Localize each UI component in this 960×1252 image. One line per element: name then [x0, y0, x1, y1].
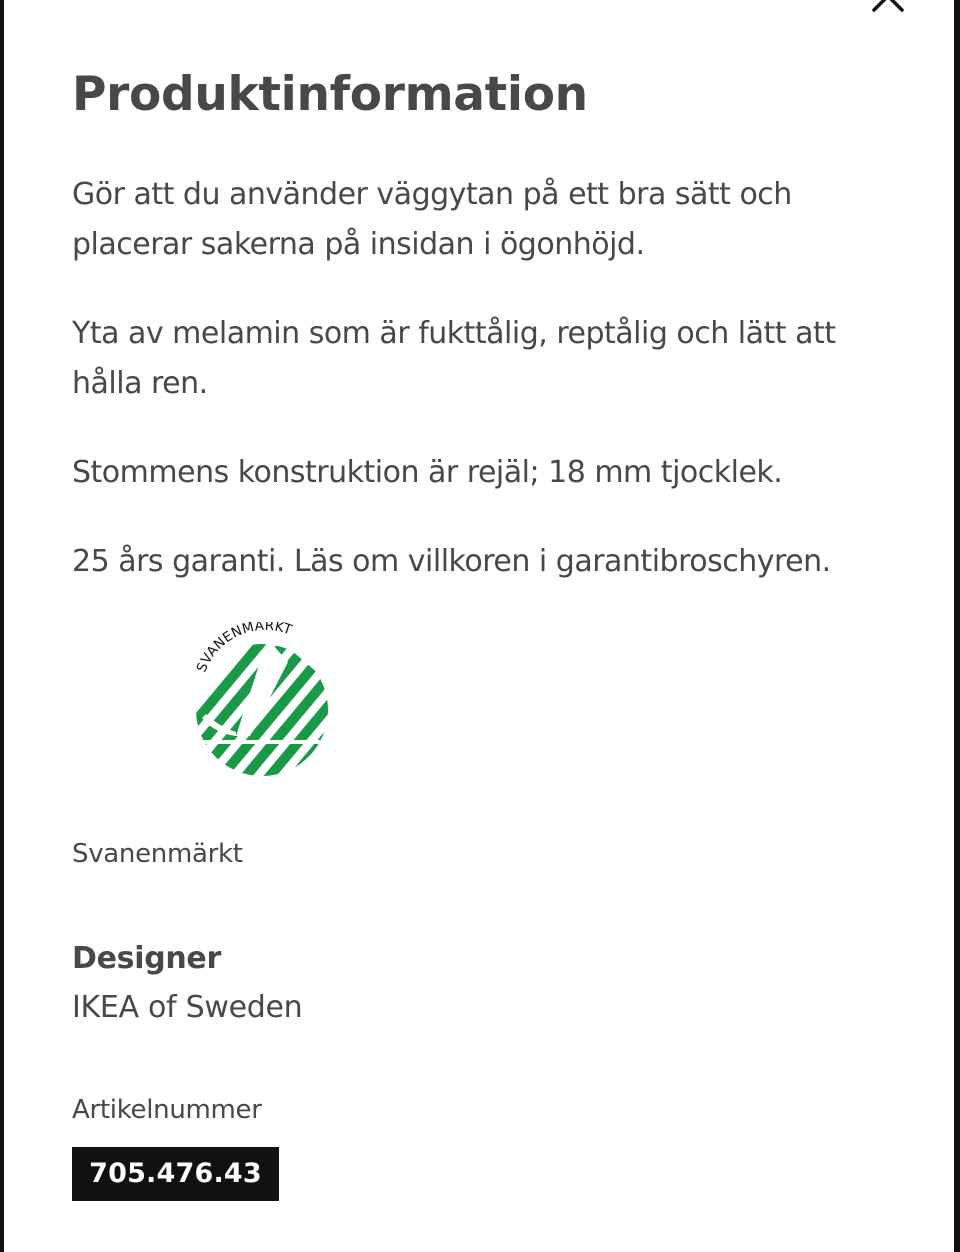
product-info-panel [4, 0, 954, 1252]
svg-text:SVANENMÄRKT: SVANENMÄRKT [193, 622, 295, 675]
ecolabel-caption: Svanenmärkt [72, 839, 243, 869]
description-paragraph: Yta av melamin som är fukttålig, reptålig och lätt att hålla ren. [72, 316, 836, 401]
nordic-swan-ecolabel-logo [190, 622, 336, 778]
description-paragraph: Stommens konstruktion är rejäl; 18 mm tjocklek. [72, 455, 783, 490]
description-paragraph: 25 års garanti. Läs om villkoren i garantibroschyren. [72, 544, 831, 579]
designer-name: IKEA of Sweden [72, 990, 303, 1025]
close-button[interactable] [866, 0, 910, 10]
article-number-badge: 705.476.43 [72, 1147, 279, 1201]
article-number-label: Artikelnummer [72, 1095, 262, 1125]
description-paragraph: Gör att du använder väggytan på ett bra sätt och placerar sakerna på insidan i ögonhöjd. [72, 177, 792, 262]
product-description [72, 170, 902, 626]
close-icon [870, 0, 906, 14]
designer-heading: Designer [72, 941, 221, 976]
page-title: Produktinformation [72, 67, 588, 122]
